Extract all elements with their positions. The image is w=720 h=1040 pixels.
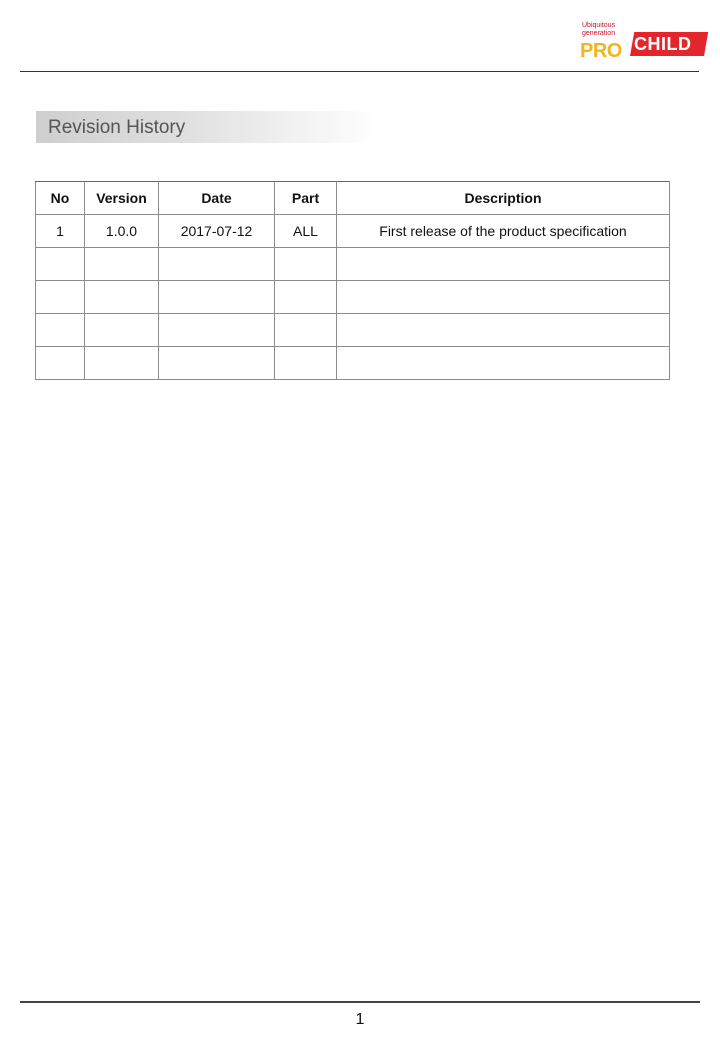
logo-tagline-line1: Ubiquitous — [582, 22, 616, 29]
logo-tagline-line2: generation — [582, 30, 616, 37]
cell-date: 2017-07-12 — [159, 215, 275, 248]
cell-version: 1.0.0 — [85, 215, 159, 248]
header-date: Date — [159, 182, 275, 215]
cell-no — [36, 314, 85, 347]
cell-part — [275, 314, 337, 347]
cell-no — [36, 248, 85, 281]
cell-description — [337, 248, 670, 281]
table-row — [36, 215, 670, 248]
header-part: Part — [275, 182, 337, 215]
table-row — [36, 248, 670, 281]
cell-description — [337, 347, 670, 380]
table-row — [36, 347, 670, 380]
page-number: 1 — [355, 1011, 365, 1028]
cell-no — [36, 347, 85, 380]
header-description: Description — [337, 182, 670, 215]
cell-description — [337, 314, 670, 347]
section-banner — [36, 111, 380, 143]
cell-no — [36, 281, 85, 314]
footer-divider — [20, 1001, 700, 1003]
cell-part — [275, 347, 337, 380]
cell-date — [159, 281, 275, 314]
cell-date — [159, 248, 275, 281]
cell-date — [159, 347, 275, 380]
cell-version — [85, 347, 159, 380]
revision-history-table — [35, 181, 670, 380]
cell-description — [337, 281, 670, 314]
cell-no: 1 — [36, 215, 85, 248]
cell-part: ALL — [275, 215, 337, 248]
header-version: Version — [85, 182, 159, 215]
cell-part — [275, 281, 337, 314]
header-divider — [20, 71, 699, 72]
table-row — [36, 281, 670, 314]
cell-date — [159, 314, 275, 347]
prochild-logo — [578, 22, 706, 64]
header-no: No — [36, 182, 85, 215]
cell-version — [85, 248, 159, 281]
table-header-row — [36, 182, 670, 215]
section-title: Revision History — [48, 117, 186, 138]
logo-word-child: CHILD — [634, 34, 692, 54]
logo-word-pro: PRO — [580, 40, 622, 62]
table-row — [36, 314, 670, 347]
cell-part — [275, 248, 337, 281]
cell-version — [85, 281, 159, 314]
cell-version — [85, 314, 159, 347]
logo-tagline — [582, 22, 615, 38]
cell-description: First release of the product specification — [337, 215, 670, 248]
